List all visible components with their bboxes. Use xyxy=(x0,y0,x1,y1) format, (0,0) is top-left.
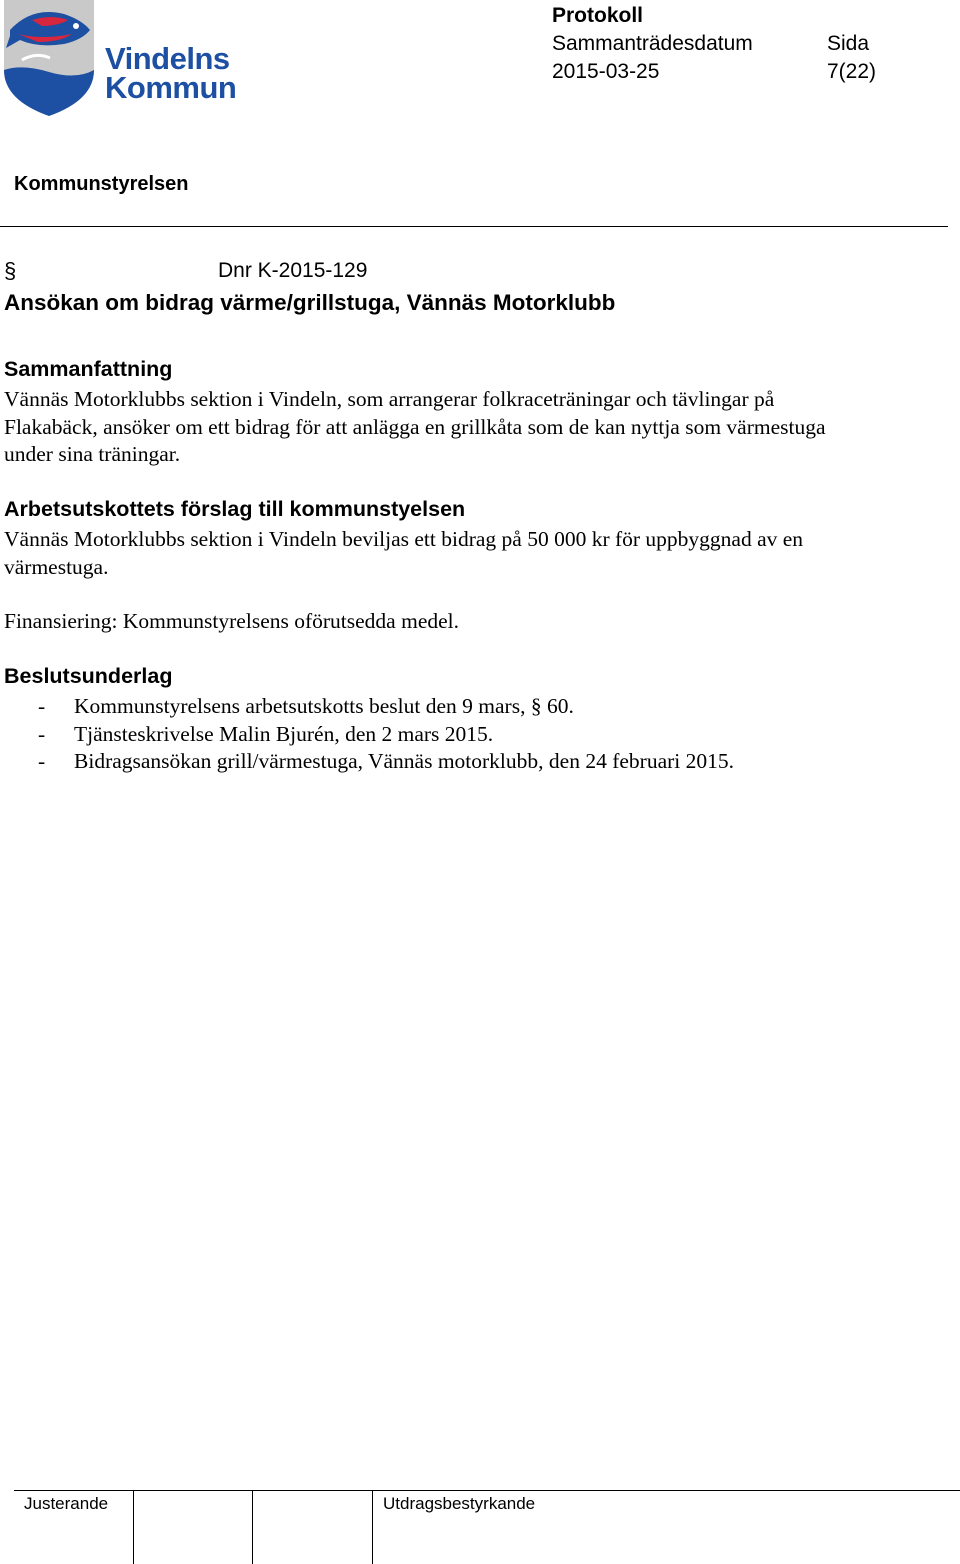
page-number: 7(22) xyxy=(827,60,877,83)
footer-divider xyxy=(14,1490,960,1491)
logo-line-2: Kommun xyxy=(105,70,237,105)
proposal-text: Vännäs Motorklubbs sektion i Vindeln beviljas ett bidrag på 50 000 kr för uppbyggnad av en värmestuga. xyxy=(4,527,804,579)
document-type: Protokoll xyxy=(552,4,644,27)
basis-item-text: Tjänsteskrivelse Malin Bjurén, den 2 mars 2015. xyxy=(74,721,494,746)
signature-box-divider xyxy=(372,1490,373,1564)
case-number: Dnr K-2015-129 xyxy=(218,259,368,282)
signature-box-divider xyxy=(252,1490,253,1564)
meeting-date: 2015-03-25 xyxy=(552,60,660,83)
list-item xyxy=(4,693,774,721)
meeting-date-label: Sammanträdesdatum xyxy=(552,32,753,55)
financing-text: Finansiering: Kommunstyrelsens oförutsedda medel. xyxy=(4,609,460,633)
shield-fish-icon xyxy=(2,0,102,118)
basis-item-text: Bidragsansökan grill/värmestuga, Vännäs motorklubb, den 24 februari 2015. xyxy=(74,749,734,773)
list-marker: - xyxy=(38,721,46,746)
paragraph-symbol: § xyxy=(4,258,17,283)
basis-item-text: Kommunstyrelsens arbetsutskotts beslut den 9 mars, § 60. xyxy=(74,694,574,718)
proposal-heading: Arbetsutskottets förslag till kommunstyelsen xyxy=(4,497,466,521)
header-divider xyxy=(0,226,948,227)
list-item xyxy=(4,748,774,776)
logo-line-1: Vindelns xyxy=(105,41,230,76)
basis-heading: Beslutsunderlag xyxy=(4,664,173,688)
list-marker: - xyxy=(38,694,46,718)
list-item xyxy=(4,721,774,749)
summary-text: Vännäs Motorklubbs sektion i Vindeln, som arrangerar folkraceträningar och tävlingar på Flakabäck, ansöker om ett bidrag för att anlägga en grillkåta som de kan nyttja som värmestuga under sina träningar. xyxy=(4,387,826,466)
justerande-label: Justerande xyxy=(24,1494,109,1513)
board-name: Kommunstyrelsen xyxy=(14,173,189,195)
list-marker: - xyxy=(38,749,46,773)
page-label: Sida xyxy=(827,32,870,55)
utdragsbestyrkande-label: Utdragsbestyrkande xyxy=(383,1494,536,1513)
municipality-logo xyxy=(2,0,242,118)
logo-wordmark xyxy=(105,41,237,105)
signature-box-divider xyxy=(133,1490,134,1564)
basis-list xyxy=(4,693,774,776)
case-title: Ansökan om bidrag värme/grillstuga, Vännäs Motorklubb xyxy=(4,290,616,315)
summary-heading: Sammanfattning xyxy=(4,357,173,381)
